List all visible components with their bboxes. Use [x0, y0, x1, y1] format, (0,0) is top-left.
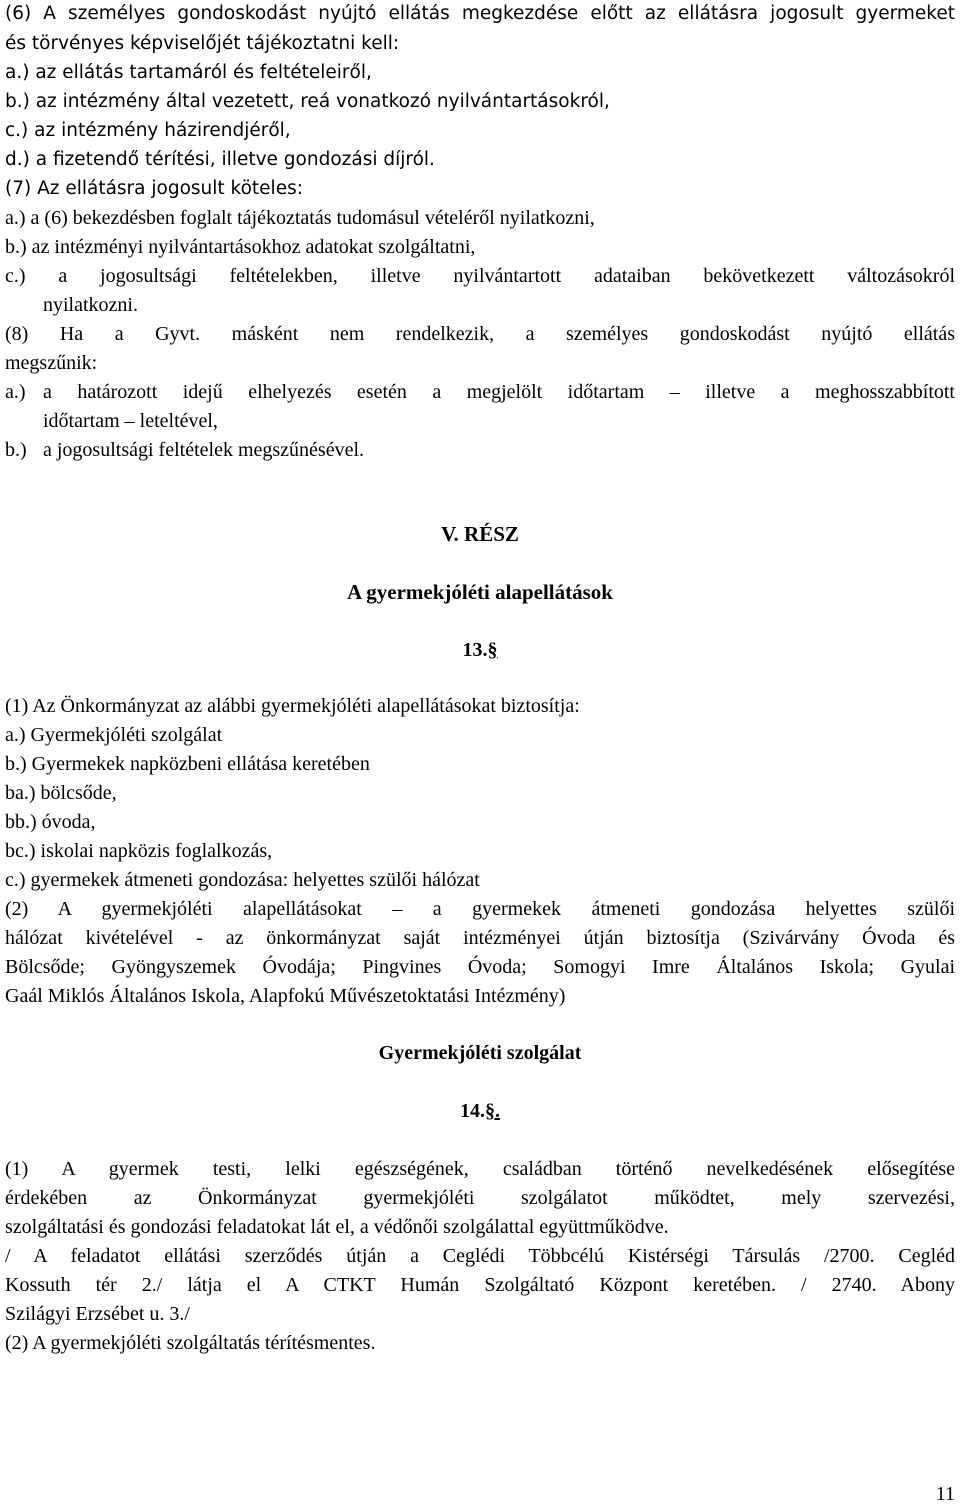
section8-intro-line2: megszűnik: [5, 352, 98, 374]
section13-point2-line4: Gaál Miklós Általános Iskola, Alapfokú Művészetoktatási Intézmény) [5, 985, 566, 1007]
paragraph-13-number: 13. [462, 639, 488, 661]
section8-item-b-text: a jogosultsági feltételek megszűnésével. [43, 439, 365, 461]
section14-point2: (2) A gyermekjóléti szolgáltatás térítésmentes. [5, 1332, 376, 1354]
section13-item-b: b.) Gyermekek napközbeni ellátása keretében [5, 753, 370, 775]
section6-intro-line2: és törvényes képviselőjét tájékoztatni kell: [5, 33, 400, 54]
section6-item-a: a.) az ellátás tartamáról és feltételeiről, [5, 62, 372, 83]
section13-item-ba: ba.) bölcsőde, [5, 782, 117, 804]
section6-intro-line1: (6) A személyes gondoskodást nyújtó ellátás megkezdése előtt az ellátásra jogosult gyermeket [5, 3, 955, 24]
part-subtitle: A gyermekjóléti alapellátások [347, 580, 613, 604]
section14-point1-line4: / A feladatot ellátási szerződés útján a Ceglédi Többcélú Kistérségi Társulás /2700. Cegléd [5, 1245, 955, 1267]
section13-point2-line3: Bölcsőde; Gyöngyszemek Óvodája; Pingvines Óvoda; Somogyi Imre Általános Iskola; Gyulai [5, 956, 955, 978]
section13-item-c: c.) gyermekek átmeneti gondozása: helyettes szülői hálózat [5, 869, 480, 891]
section13-point2-line1: (2) A gyermekjóléti alapellátásokat – a gyermekek átmeneti gondozása helyettes szülői [5, 898, 955, 920]
section13-point2-line2: hálózat kivételével - az önkormányzat saját intézményei útján biztosítja (Szivárvány Óvoda és [5, 927, 955, 949]
section14-point1-line2: érdekében az Önkormányzat gyermekjóléti szolgálatot működtet, mely szervezési, [5, 1187, 955, 1209]
paragraph-13-heading [5, 638, 955, 662]
paragraph-14-number: 14. [460, 1100, 485, 1122]
section8-intro-line1: (8) Ha a Gyvt. másként nem rendelkezik, a személyes gondoskodást nyújtó ellátás [5, 323, 955, 345]
section14-point1-line6: Szilágyi Erzsébet u. 3./ [5, 1303, 190, 1325]
section8-item-a-label: a.) [5, 381, 26, 403]
section7-item-a: a.) a (6) bekezdésben foglalt tájékoztatás tudomásul vételéről nyilatkozni, [5, 207, 595, 229]
section7-intro: (7) Az ellátásra jogosult köteles: [5, 178, 303, 199]
section13-item-a: a.) Gyermekjóléti szolgálat [5, 724, 223, 746]
paragraph-13-sign: § [487, 639, 498, 661]
section14-point1-line3: szolgáltatási és gondozási feladatokat lát el, a védőnői szolgálattal együttműködve. [5, 1216, 669, 1238]
section13-item-bb: bb.) óvoda, [5, 811, 96, 833]
section6-item-b: b.) az intézmény által vezetett, reá vonatkozó nyilvántartásokról, [5, 91, 610, 112]
section7-item-c-line1: c.) a jogosultsági feltételekben, illetve nyilvántartott adataiban bekövetkezett változásokról [5, 265, 955, 287]
section8-item-a-line2: időtartam – leteltével, [43, 410, 218, 432]
section6-item-c: c.) az intézmény házirendjéről, [5, 120, 291, 141]
section7-item-b: b.) az intézményi nyilvántartásokhoz adatokat szolgáltatni, [5, 236, 476, 258]
section14-point1-line5: Kossuth tér 2./ látja el A CTKT Humán Szolgáltató Központ keretében. / 2740. Abony [5, 1274, 955, 1296]
part-title: V. RÉSZ [441, 522, 519, 546]
service-heading: Gyermekjóléti szolgálat [378, 1042, 582, 1064]
section13-point1: (1) Az Önkormányzat az alábbi gyermekjóléti alapellátásokat biztosítja: [5, 695, 580, 717]
section13-item-bc: bc.) iskolai napközis foglalkozás, [5, 840, 273, 862]
paragraph-14-heading [5, 1099, 955, 1123]
section6-item-d: d.) a fizetendő térítési, illetve gondozási díjról. [5, 149, 435, 170]
page-number: 11 [935, 1483, 955, 1505]
paragraph-14-sign: §. [485, 1100, 500, 1122]
section14-point1-line1: (1) A gyermek testi, lelki egészségének, családban történő nevelkedésének elősegítése [5, 1158, 955, 1180]
section8-item-a-line1: a határozott idejű elhelyezés esetén a megjelölt időtartam – illetve a meghosszabbított [43, 381, 955, 403]
section8-item-b-label: b.) [5, 439, 27, 461]
section7-item-c-line2: nyilatkozni. [43, 294, 138, 316]
